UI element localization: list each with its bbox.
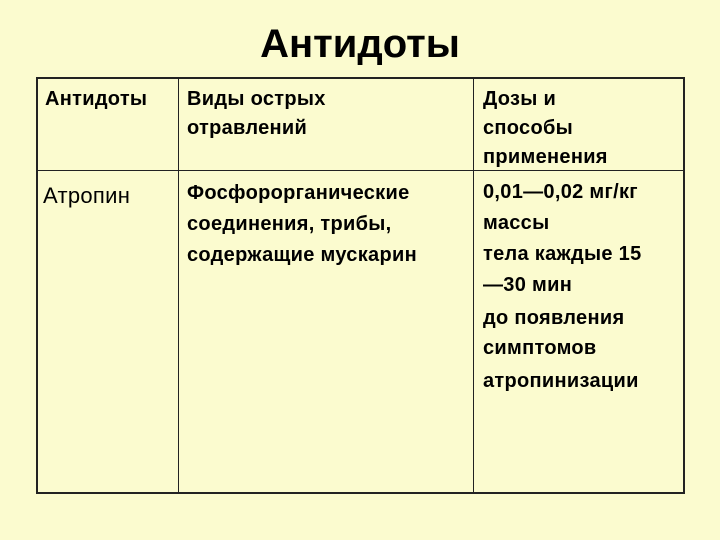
slide-title: Антидоты (260, 22, 460, 66)
header-antidotes: Антидоты (45, 88, 148, 110)
cell-dose: 0,01—0,02 мг/кг массы тела каждые 15 —30 мин до появления симптомов атропинизации (483, 181, 642, 392)
header-doses-methods: Дозы и способы применения (483, 88, 608, 168)
column-divider (473, 79, 474, 492)
header-poisoning-types: Виды острых отравлений (187, 88, 326, 139)
cell-poisoning: Фосфорорганические соединения, трибы, содержащие мускарин (187, 182, 417, 266)
column-divider (178, 79, 179, 492)
antidotes-table (36, 77, 685, 494)
cell-antidote-name: Атропин (43, 183, 131, 208)
